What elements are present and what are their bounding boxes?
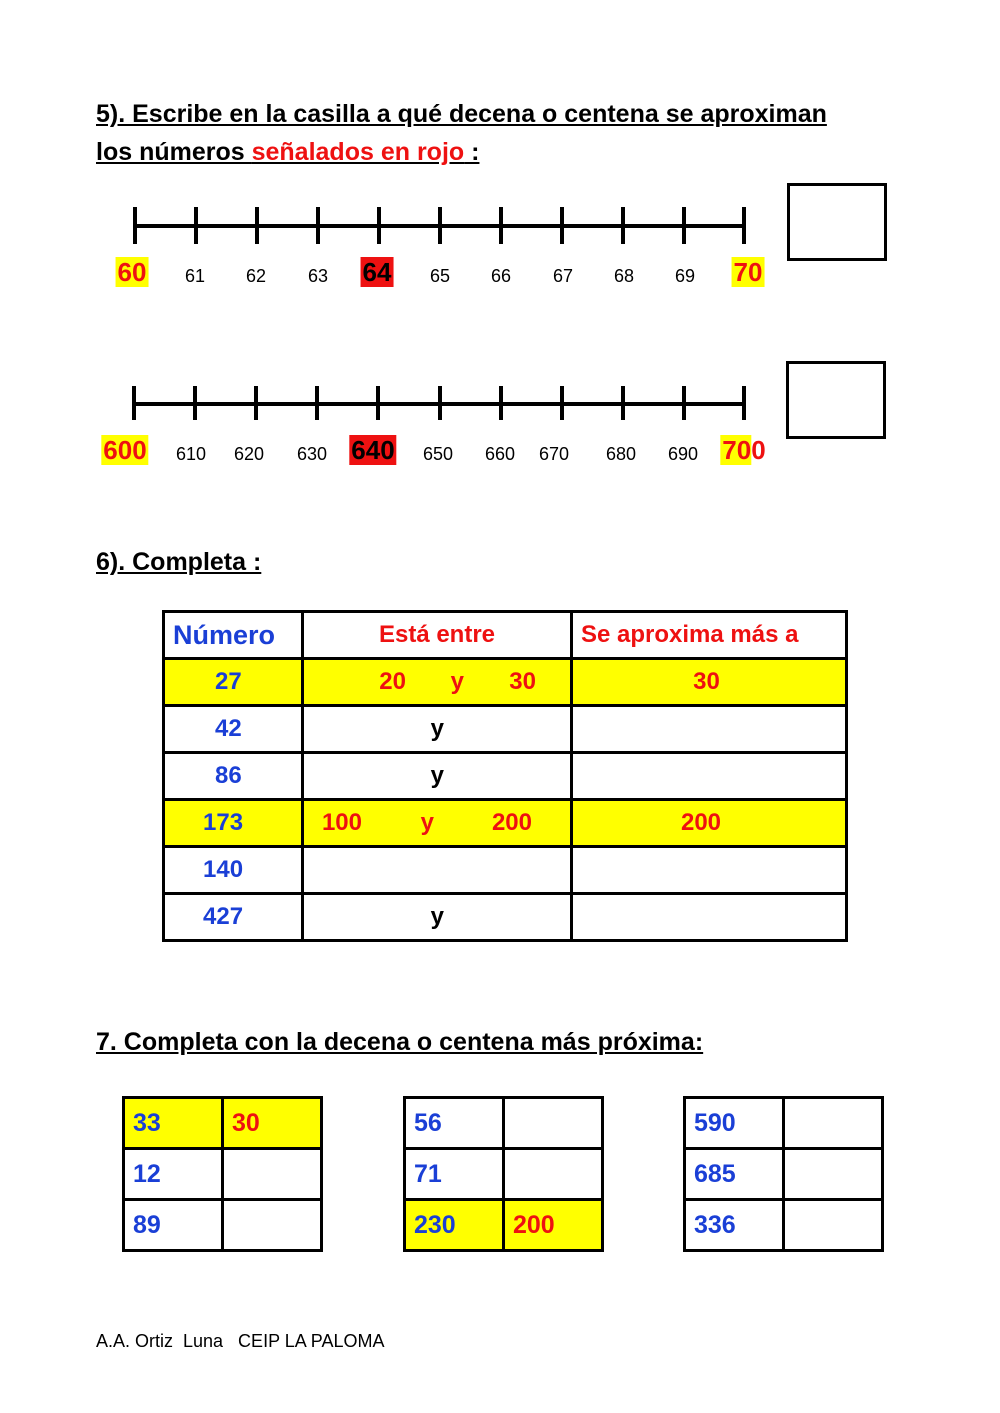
round-answer[interactable] — [784, 1098, 883, 1149]
round-answer[interactable] — [504, 1098, 603, 1149]
section5-title-line1: 5). Escribe en la casilla a qué decena o centena se aproximan — [96, 100, 827, 128]
line1-label-target: 64 — [362, 257, 392, 287]
line1-label: 66 — [490, 266, 512, 286]
round-answer[interactable] — [223, 1149, 322, 1200]
line2-label: 660 — [484, 444, 516, 464]
round-number: 336 — [685, 1200, 784, 1251]
round-number: 12 — [124, 1149, 223, 1200]
round-answer[interactable]: 30 — [223, 1098, 322, 1149]
round-number: 33 — [124, 1098, 223, 1149]
line1-label: 67 — [552, 266, 574, 286]
answer-box-line2[interactable] — [786, 361, 886, 439]
row-esta-entre[interactable]: y — [303, 753, 572, 800]
answer-box-line1[interactable] — [787, 183, 887, 261]
line2-label: 680 — [605, 444, 637, 464]
table-row — [124, 1149, 322, 1200]
table-row — [685, 1149, 883, 1200]
line2-label: 610 — [175, 444, 207, 464]
table-row — [164, 706, 847, 753]
line1-label: 65 — [429, 266, 451, 286]
round-table-3 — [683, 1096, 884, 1252]
section6-title: 6). Completa : — [96, 548, 262, 576]
table-row — [164, 894, 847, 941]
row-number: 427 — [164, 894, 303, 941]
line2-label-end: 700 — [722, 435, 766, 465]
round-number: 685 — [685, 1149, 784, 1200]
line1-label-end: 70 — [733, 257, 763, 287]
round-table-2 — [403, 1096, 604, 1252]
line1-label: 68 — [613, 266, 635, 286]
round-answer[interactable]: 200 — [504, 1200, 603, 1251]
table-row — [164, 753, 847, 800]
section7-title: 7. Completa con la decena o centena más próxima: — [96, 1028, 704, 1056]
row-approx[interactable] — [572, 753, 847, 800]
footer-credit: A.A. Ortiz Luna CEIP LA PALOMA — [96, 1331, 385, 1351]
table-row — [124, 1200, 322, 1251]
row-number: 27 — [164, 659, 303, 706]
line1-label: 61 — [184, 266, 206, 286]
header-esta-entre: Está entre — [303, 612, 572, 659]
round-number: 56 — [405, 1098, 504, 1149]
row-approx[interactable] — [572, 706, 847, 753]
line2-label: 630 — [296, 444, 328, 464]
table-row — [164, 800, 847, 847]
row-esta-entre[interactable]: 100 y 200 — [303, 800, 572, 847]
table-row — [405, 1098, 603, 1149]
header-se-aproxima: Se aproxima más a — [572, 612, 847, 659]
row-number: 140 — [164, 847, 303, 894]
table-row — [405, 1200, 603, 1251]
row-esta-entre[interactable] — [303, 847, 572, 894]
table-header-row — [164, 612, 847, 659]
table-row — [164, 659, 847, 706]
completa-table — [162, 610, 848, 942]
row-approx[interactable]: 30 — [572, 659, 847, 706]
line2-label-target: 640 — [351, 435, 395, 465]
line2-label: 650 — [422, 444, 454, 464]
table-row — [685, 1098, 883, 1149]
round-answer[interactable] — [504, 1149, 603, 1200]
number-line-1 — [133, 207, 746, 244]
section5-title-start: los números — [96, 138, 252, 166]
round-answer[interactable] — [784, 1149, 883, 1200]
row-number: 86 — [164, 753, 303, 800]
line1-label: 63 — [307, 266, 329, 286]
section5-title-end: : — [464, 138, 480, 166]
table-row — [124, 1098, 322, 1149]
round-table-1 — [122, 1096, 323, 1252]
line2-label: 670 — [538, 444, 570, 464]
section5-title-red: señalados en rojo — [251, 138, 465, 166]
line2-label: 690 — [667, 444, 699, 464]
table-row — [405, 1149, 603, 1200]
number-line-2 — [132, 386, 746, 420]
line2-label: 620 — [233, 444, 265, 464]
round-number: 230 — [405, 1200, 504, 1251]
table-row — [164, 847, 847, 894]
row-approx[interactable]: 200 — [572, 800, 847, 847]
line1-label-start: 60 — [117, 257, 147, 287]
row-esta-entre[interactable]: y — [303, 894, 572, 941]
row-number: 42 — [164, 706, 303, 753]
table-row — [685, 1200, 883, 1251]
round-number: 590 — [685, 1098, 784, 1149]
row-esta-entre[interactable]: y — [303, 706, 572, 753]
row-esta-entre[interactable]: 20 y 30 — [303, 659, 572, 706]
row-approx[interactable] — [572, 894, 847, 941]
line1-label: 62 — [245, 266, 267, 286]
row-approx[interactable] — [572, 847, 847, 894]
round-answer[interactable] — [223, 1200, 322, 1251]
row-number: 173 — [164, 800, 303, 847]
line2-label-start: 600 — [103, 435, 147, 465]
header-numero: Número — [164, 612, 303, 659]
round-number: 89 — [124, 1200, 223, 1251]
line1-label: 69 — [674, 266, 696, 286]
round-answer[interactable] — [784, 1200, 883, 1251]
round-number: 71 — [405, 1149, 504, 1200]
